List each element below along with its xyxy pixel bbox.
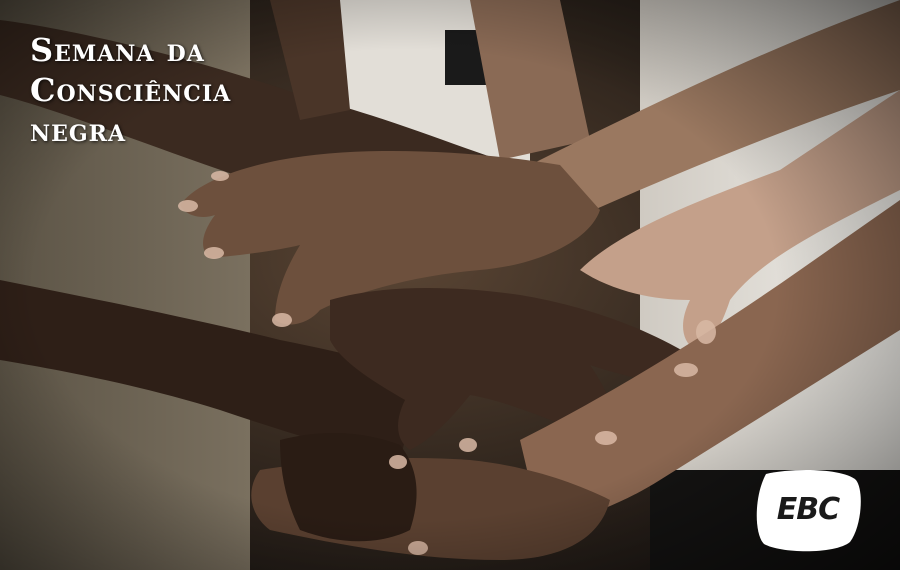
title-line-1: Semana da [30, 31, 205, 69]
title-line-2: Consciência [30, 71, 232, 109]
title-semana-consciencia-negra [30, 30, 231, 150]
ebc-logo-text: EBC [776, 492, 840, 527]
title-line-3: negra [30, 111, 127, 149]
ebc-logo [752, 466, 864, 554]
